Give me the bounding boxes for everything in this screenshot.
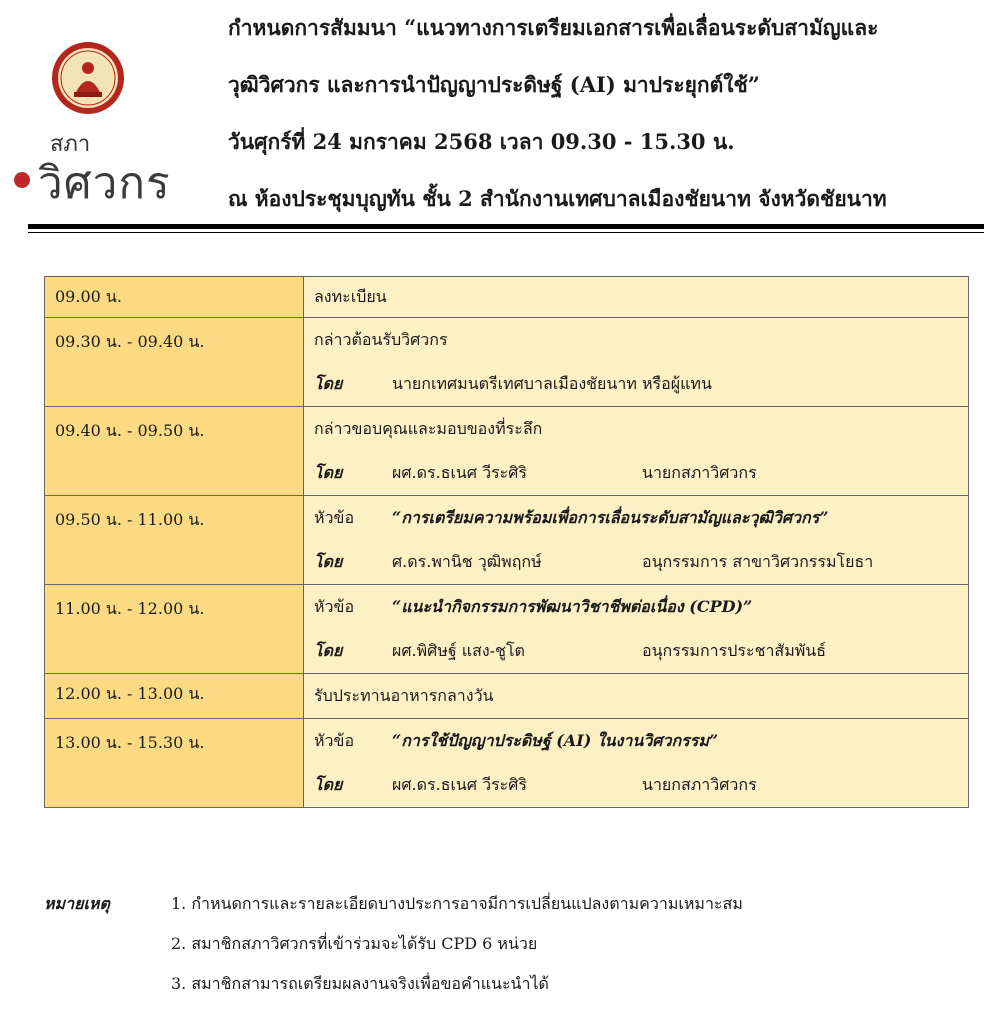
speaker-line: [314, 540, 958, 584]
topic-line: [314, 719, 958, 763]
schedule-row: [45, 496, 969, 585]
note-item: [44, 964, 984, 1004]
logo-small-text: สภา: [50, 132, 91, 157]
activity-cell: [304, 585, 969, 674]
topic-line: [314, 585, 958, 629]
schedule-row: [45, 318, 969, 407]
speaker-name: ผศ.ดร.ธเนศ วีระศิริ: [392, 775, 528, 794]
speaker-name: ผศ.พิศิษฐ์ แสง-ชูโต: [392, 641, 525, 660]
topic-title: “การเตรียมความพร้อมเพื่อการเลื่อนระดับสามัญและวุฒิวิศวกร”: [392, 508, 829, 527]
note-text: 3. สมาชิกสามารถเตรียมผลงานจริงเพื่อขอคำแนะนำได้: [171, 974, 549, 993]
speaker-position: นายกสภาวิศวกร: [642, 463, 757, 482]
schedule-row: [45, 277, 969, 318]
activity-cell: [304, 719, 969, 808]
header-venue-line: ณ ห้องประชุมบุญทัน ชั้น 2 สำนักงานเทศบาลเมืองชัยนาท จังหวัดชัยนาท: [228, 186, 887, 211]
speaker-name: นายกเทศมนตรีเทศบาลเมืองชัยนาท หรือผู้แทน: [392, 374, 712, 393]
note-text: 2. สมาชิกสภาวิศวกรที่เข้าร่วมจะได้รับ CPD 6 หน่วย: [171, 934, 538, 953]
speaker-position: อนุกรรมการ สาขาวิศวกรรมโยธา: [642, 552, 874, 571]
activity-text: ลงทะเบียน: [314, 287, 387, 306]
time-cell: 09.30 น. - 09.40 น.: [45, 318, 304, 407]
speaker-name: ผศ.ดร.ธเนศ วีระศิริ: [392, 463, 528, 482]
activity-cell: [304, 496, 969, 585]
schedule-table: [44, 276, 969, 808]
logo-big-text: วิศวกร: [38, 158, 171, 209]
note-item: [44, 924, 984, 964]
council-seal-icon: [50, 40, 126, 116]
speaker-position: นายกสภาวิศวกร: [642, 775, 757, 794]
by-label: โดย: [314, 641, 343, 660]
schedule-row: [45, 585, 969, 674]
activity-text: กล่าวต้อนรับวิศวกร: [314, 330, 448, 349]
notes-section: [44, 884, 984, 1004]
speaker-line: [314, 451, 958, 495]
note-text: 1. กำหนดการและรายละเอียดบางประการอาจมีการเปลี่ยนแปลงตามความเหมาะสม: [171, 894, 743, 913]
header-date-line: วันศุกร์ที่ 24 มกราคม 2568 เวลา 09.30 - 15.30 น.: [228, 129, 735, 154]
topic-label: หัวข้อ: [314, 597, 355, 616]
activity-text: กล่าวขอบคุณและมอบของที่ระลึก: [314, 419, 543, 438]
time-cell: 13.00 น. - 15.30 น.: [45, 719, 304, 808]
time-cell: 12.00 น. - 13.00 น.: [45, 674, 304, 719]
note-item: [44, 884, 984, 924]
time-cell: 09.50 น. - 11.00 น.: [45, 496, 304, 585]
header-divider-thick: [28, 224, 984, 229]
activity-cell: [304, 318, 969, 407]
by-label: โดย: [314, 775, 343, 794]
activity-cell: [304, 407, 969, 496]
activity-text: รับประทานอาหารกลางวัน: [314, 686, 494, 705]
speaker-line: [314, 629, 958, 673]
topic-title: “การใช้ปัญญาประดิษฐ์ (AI) ในงานวิศวกรรม”: [392, 731, 719, 750]
by-label: โดย: [314, 374, 343, 393]
by-label: โดย: [314, 463, 343, 482]
header-title-line-1: กำหนดการสัมมนา “แนวทางการเตรียมเอกสารเพื่อเลื่อนระดับสามัญและ: [228, 15, 879, 40]
activity-cell: [304, 674, 969, 719]
header-title-line-2: วุฒิวิศวกร และการนำปัญญาประดิษฐ์ (AI) มาประยุกต์ใช้”: [228, 72, 760, 97]
topic-title: “แนะนำกิจกรรมการพัฒนาวิชาชีพต่อเนื่อง (CPD)”: [392, 597, 753, 616]
topic-label: หัวข้อ: [314, 508, 355, 527]
time-cell: 09.00 น.: [45, 277, 304, 318]
schedule-row: [45, 674, 969, 719]
document-header: [228, 8, 988, 236]
speaker-name: ศ.ดร.พานิช วุฒิพฤกษ์: [392, 552, 542, 571]
speaker-line: [314, 362, 958, 406]
topic-line: [314, 496, 958, 540]
by-label: โดย: [314, 552, 343, 571]
speaker-line: [314, 763, 958, 807]
time-cell: 11.00 น. - 12.00 น.: [45, 585, 304, 674]
topic-label: หัวข้อ: [314, 731, 355, 750]
schedule-row: [45, 407, 969, 496]
logo-dot: [14, 172, 30, 188]
speaker-position: อนุกรรมการประชาสัมพันธ์: [642, 641, 826, 660]
time-cell: 09.40 น. - 09.50 น.: [45, 407, 304, 496]
schedule-row: [45, 719, 969, 808]
activity-cell: [304, 277, 969, 318]
council-logo: [14, 36, 204, 209]
header-divider-thin: [28, 232, 984, 233]
notes-label: หมายเหตุ: [44, 894, 110, 913]
